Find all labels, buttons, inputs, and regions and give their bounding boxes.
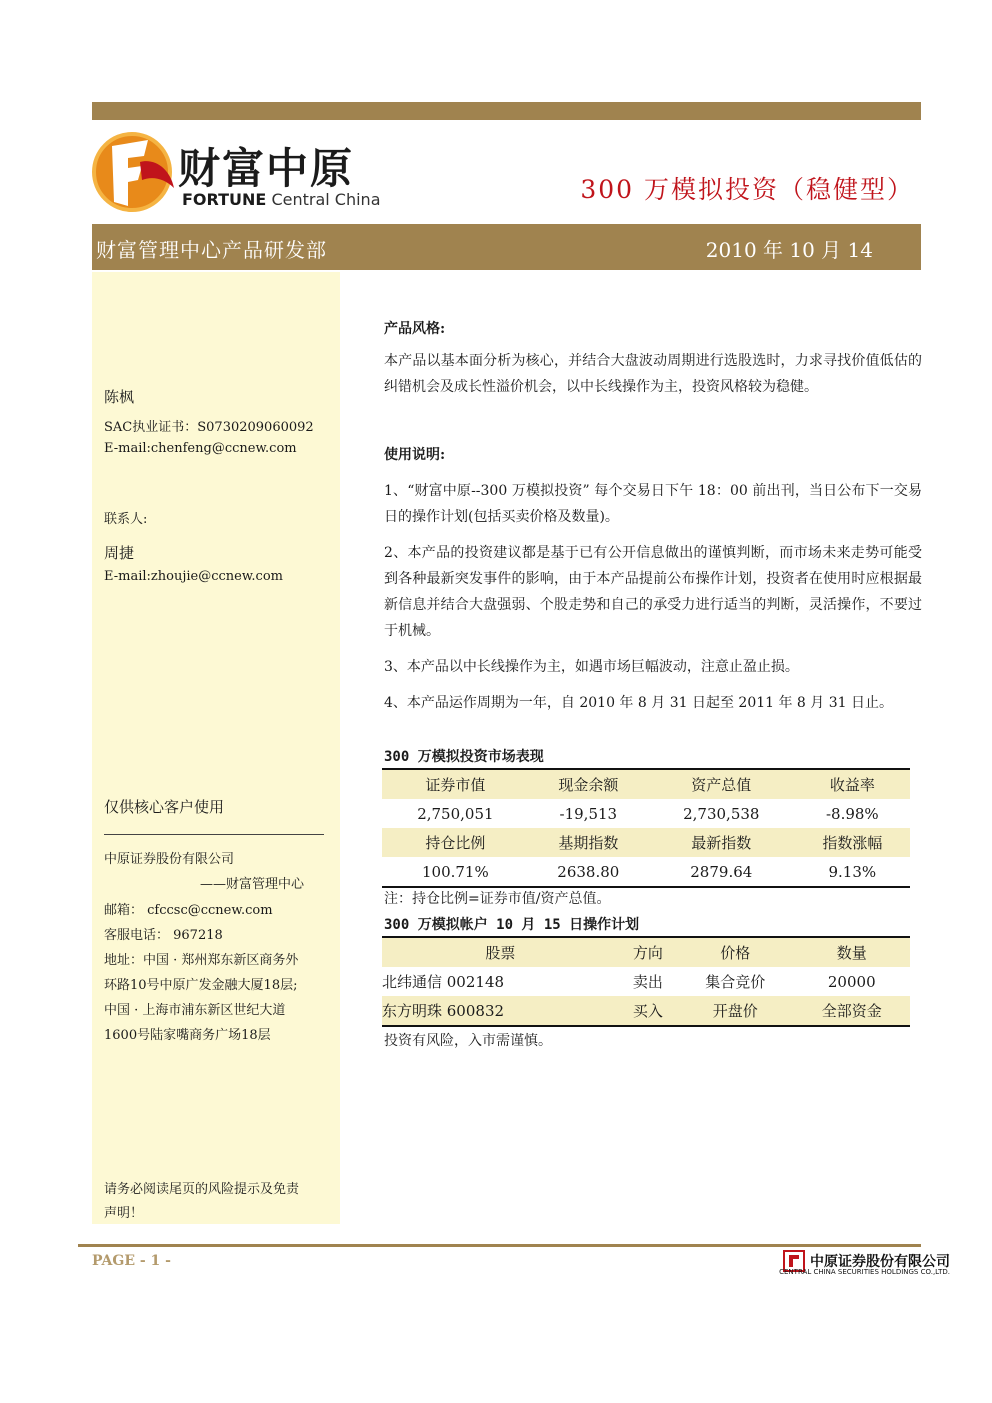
analyst-email[interactable]: E-mail:chenfeng@ccnew.com bbox=[104, 441, 297, 456]
table-cell: 买入 bbox=[619, 996, 677, 1026]
usage-item-2: 2、本产品的投资建议都是基于已有公开信息做出的谨慎判断，而市场未来走势可能受到各种最新突发事件的影响，由于本产品提前公布操作计划，投资者在使用时应根据最新信息并结合大盘强弱、个股走势和自己的承受力进行适当的判断，灵活操作，不要过于机械。 bbox=[384, 545, 922, 639]
contact-name: 周捷 bbox=[104, 544, 135, 562]
table-header-cell: 指数涨幅 bbox=[795, 828, 910, 857]
sidebar bbox=[92, 272, 340, 1224]
table-cell: 集合竞价 bbox=[705, 973, 766, 991]
hotline: 客服电话： 967218 bbox=[104, 928, 223, 943]
table-cell: -8.98% bbox=[825, 804, 879, 823]
mailbox[interactable]: 邮箱： cfccsc@ccnew.com bbox=[104, 903, 273, 918]
address-line-4: 1600号陆家嘴商务广场18层 bbox=[104, 1028, 271, 1043]
usage-item-1: 1、“财富中原--300 万模拟投资” 每个交易日下午 18：00 前出刊，当日公布下一交易日的操作计划(包括买卖价格及数量)。 bbox=[384, 483, 922, 525]
table-cell: 2,730,538 bbox=[683, 804, 760, 823]
table-header-cell: 证券市值 bbox=[382, 769, 529, 799]
logo-english-bold: FORTUNE bbox=[182, 190, 267, 209]
company-name: 中原证券股份有限公司 bbox=[104, 852, 235, 867]
table-cell: 2,750,051 bbox=[417, 804, 494, 823]
analyst-name: 陈枫 bbox=[104, 388, 135, 406]
table-cell: 开盘价 bbox=[677, 996, 793, 1026]
market-table bbox=[382, 768, 910, 888]
disclaimer-line-2: 声明！ bbox=[104, 1206, 144, 1221]
contact-email[interactable]: E-mail:zhoujie@ccnew.com bbox=[104, 569, 283, 584]
logo-english-text bbox=[182, 190, 381, 209]
address-line-2: 环路10号中原广发金融大厦18层; bbox=[104, 978, 298, 993]
header-band bbox=[92, 224, 921, 270]
table-cell: 2638.80 bbox=[557, 862, 620, 881]
logo-mark-icon bbox=[92, 128, 178, 214]
plan-table bbox=[382, 936, 910, 1027]
table-cell: 全部资金 bbox=[794, 996, 911, 1026]
plan-table-title: 300 万模拟帐户 10 月 15 日操作计划 bbox=[384, 917, 640, 933]
risk-note: 投资有风险，入市需谨慎。 bbox=[384, 1033, 552, 1049]
market-note: 注：持仓比例=证券市值/资产总值。 bbox=[384, 891, 611, 907]
table-cell: 东方明珠 600832 bbox=[382, 996, 619, 1026]
usage-item-4: 4、本产品运作周期为一年，自 2010 年 8 月 31 日起至 2011 年 8 月 31 日止。 bbox=[384, 695, 894, 711]
table-header-cell: 现金余额 bbox=[529, 769, 648, 799]
analyst-cert: SAC执业证书：S0730209060092 bbox=[104, 420, 314, 435]
table-cell: 9.13% bbox=[828, 862, 877, 881]
department-label: 财富管理中心产品研发部 bbox=[96, 238, 327, 262]
page-number: PAGE - 1 - bbox=[92, 1253, 171, 1269]
logo-english-rest: Central China bbox=[271, 190, 381, 209]
table-header-cell: 持仓比例 bbox=[382, 828, 529, 857]
table-header-cell: 方向 bbox=[619, 937, 677, 967]
table-header-cell: 资产总值 bbox=[648, 769, 795, 799]
brand-logo bbox=[92, 128, 392, 216]
report-title: 300 万模拟投资（稳健型） bbox=[580, 175, 914, 204]
table-row bbox=[382, 857, 910, 887]
top-rule bbox=[92, 102, 921, 120]
table-header-cell: 最新指数 bbox=[648, 828, 795, 857]
report-date: 2010 年 10 月 14 bbox=[705, 238, 873, 262]
table-header-cell: 基期指数 bbox=[529, 828, 648, 857]
table-cell: -19,513 bbox=[559, 804, 618, 823]
sidebar-divider bbox=[104, 834, 324, 835]
style-heading: 产品风格: bbox=[384, 321, 446, 337]
table-cell: 2879.64 bbox=[690, 862, 753, 881]
style-paragraph: 本产品以基本面分析为核心，并结合大盘波动周期进行选股选时，力求寻找价值低估的纠错机会及成长性溢价机会，以中长线操作为主，投资风格较为稳健。 bbox=[384, 353, 922, 395]
table-cell: 卖出 bbox=[632, 973, 663, 991]
table-cell: 20000 bbox=[827, 972, 876, 991]
footer-logo bbox=[779, 1250, 950, 1276]
address-line-1: 地址：中国 · 郑州郑东新区商务外 bbox=[104, 953, 299, 968]
usage-item-3: 3、本产品以中长线操作为主，如遇市场巨幅波动，注意止盈止损。 bbox=[384, 659, 799, 675]
market-table-title: 300 万模拟投资市场表现 bbox=[384, 749, 544, 765]
table-cell: 100.71% bbox=[421, 862, 489, 881]
table-header-cell: 数量 bbox=[794, 937, 911, 967]
address-line-3: 中国 · 上海市浦东新区世纪大道 bbox=[104, 1003, 286, 1018]
table-row bbox=[382, 799, 910, 828]
table-row bbox=[382, 967, 910, 996]
table-header-row bbox=[382, 828, 910, 857]
logo-chinese-text: 财富中原 bbox=[178, 144, 355, 193]
division-name: ——财富管理中心 bbox=[200, 877, 305, 892]
contact-label: 联系人: bbox=[104, 512, 148, 527]
table-header-cell: 价格 bbox=[677, 937, 793, 967]
disclaimer-line-1: 请务必阅读尾页的风险提示及免责 bbox=[104, 1182, 300, 1197]
table-header-row bbox=[382, 937, 910, 967]
table-cell: 北纬通信 002148 bbox=[382, 973, 505, 991]
footer-company-en: CENTRAL CHINA SECURITIES HOLDINGS CO.,LTD. bbox=[779, 1268, 950, 1276]
table-header-cell: 股票 bbox=[382, 937, 619, 967]
audience-note: 仅供核心客户使用 bbox=[104, 798, 225, 816]
table-header-row bbox=[382, 769, 910, 799]
footer-company-cn: 中原证券股份有限公司 bbox=[810, 1254, 950, 1270]
bottom-rule bbox=[78, 1244, 921, 1247]
table-row bbox=[382, 996, 910, 1026]
table-header-cell: 收益率 bbox=[795, 769, 910, 799]
usage-heading: 使用说明: bbox=[384, 447, 446, 463]
